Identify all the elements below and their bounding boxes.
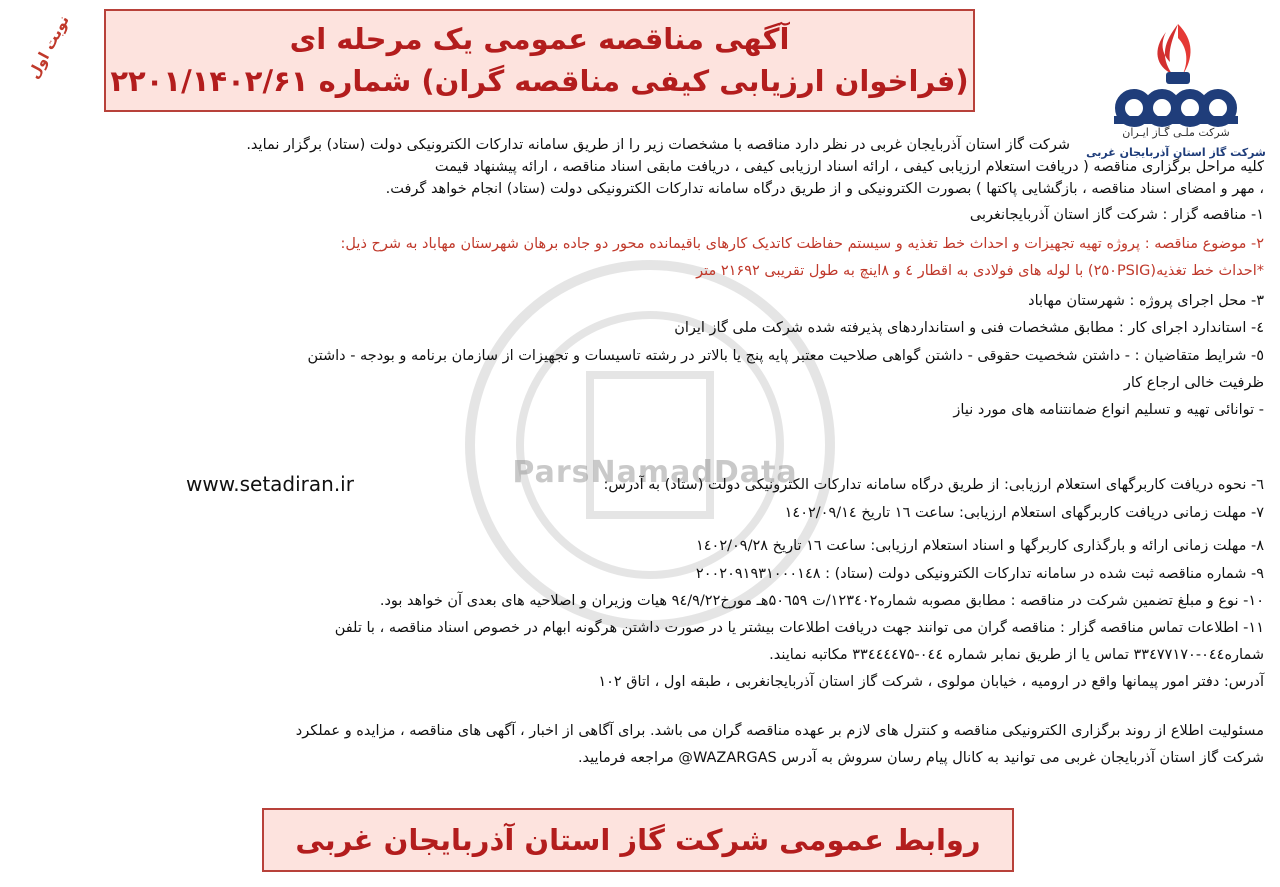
footer-box — [262, 808, 1014, 872]
logo-caption-province: شرکت گاز استان آذربایجان غربی — [1086, 146, 1266, 159]
watermark-brand: ParsNamadData — [512, 455, 798, 490]
logo-caption-company: شرکت ملـی گـاز ایـران — [1122, 126, 1230, 139]
item-11-contact-phone: شماره۰٤٤-۳۳٤۷۷۱۷۰ تماس یا از طریق نمابر شماره ۰٤٤-۳۳٤٤٤٤۷۵ مکاتبه نمایند. — [769, 647, 1264, 663]
item-5-conditions: ٥- شرایط متقاضیان : - داشتن شخصیت حقوقی - داشتن گواهی صلاحیت معتبر پایه پنج یا بالاتر در رشته تاسیسات و تجهیزات از سازمان برنامه و بودجه - داشتن — [307, 348, 1264, 364]
intro-line-2: کلیه مراحل برگزاری مناقصه ( دریافت استعلام ارزیابی کیفی ، ارائه اسناد ارزیابی کیفی ، دریافت مابقی اسناد مناقصه ، ارائه پیشنهاد قیمت — [434, 159, 1264, 175]
item-10-guarantee: ۱۰- نوع و مبلغ تضمین شرکت در مناقصه : مطابق مصوبه شماره۱۲۳٤۰۲/ت ۵۰٦۵۹هـ مورخ۹٤/۹/۲۲ هیات وزیران و اصلاحیه های بعدی آن خواهد بود. — [379, 593, 1264, 609]
item-4-standard: ٤- استاندارد اجرای کار : مطابق مشخصات فنی و استانداردهای پذیرفته شده شرکت ملی گاز ایران — [674, 320, 1264, 336]
notice-subtitle: (فراخوان ارزیابی کیفی مناقصه گران) شماره ۲۲۰۱/۱۴۰۲/۶۱ — [110, 63, 969, 98]
item-8-submit-deadline: ۸- مهلت زمانی ارائه و بارگذاری کاربرگها و اسناد استعلام ارزیابی: ساعت ۱٦ تاریخ ۱٤۰۲/۰۹/۲۸ — [695, 538, 1264, 554]
item-2-detail: *احداث خط تغذیه(۲۵۰PSIG) با لوله های فولادی به اقطار ٤ و ۸اینچ به طول تقریبی ۲۱۶۹۲ متر — [696, 263, 1264, 279]
item-3-location: ۳- محل اجرای پروژه : شهرستان مهاباد — [1028, 293, 1264, 309]
item-11-contact: ۱۱- اطلاعات تماس مناقصه گزار : مناقصه گران می توانند جهت دریافت اطلاعات بیشتر یا در صورت داشتن هرگونه ابهام در خصوص اسناد مناقصه ، با تلفن — [334, 620, 1264, 636]
round-label: نوبت اول — [24, 12, 73, 82]
notice-title: آگهی مناقصه عمومی یک مرحله ای — [289, 21, 790, 56]
item-6-receive-method: ٦- نحوه دریافت کاربرگهای استعلام ارزیابی: از طریق درگاه سامانه تدارکات الکترونیکی دولت (ستاد) به آدرس: — [603, 477, 1264, 493]
item-1-tenderer: ۱- مناقصه گزار : شرکت گاز استان آذربایجانغربی — [969, 207, 1264, 223]
intro-line-3: ، مهر و امضای اسناد مناقصه ، بازگشایی پاکتها ) بصورت الکترونیکی و از طریق درگاه سامانه تدارکات الکترونیکی دولت (ستاد) انجام خواهد گرفت. — [385, 181, 1264, 197]
title-box — [104, 9, 975, 112]
footer-public-relations: روابط عمومی شرکت گاز استان آذربایجان غربی — [295, 823, 981, 857]
setad-url-link[interactable]: www.setadiran.ir — [186, 472, 354, 496]
item-2-subject: ۲- موضوع مناقصه : پروژه تهیه تجهیزات و احداث خط تغذیه و سیستم حفاظت کاتدیک کارهای باقیمانده محور دو جاده برهان شهرستان مهاباد به شرح ذیل: — [340, 236, 1264, 252]
responsibility-line-2: شرکت گاز استان آذربایجان غربی می توانید به کانال پیام رسان سروش به آدرس WAZARGAS@ مراجعه فرمایید. — [577, 750, 1264, 766]
item-5-conditions-cont: ظرفیت خالی ارجاع کار — [1123, 375, 1264, 391]
responsibility-line-1: مسئولیت اطلاع از روند برگزاری الکترونیکی مناقصه و کنترل های لازم بر عهده مناقصه گران می باشد. برای آگاهی از اخبار ، آگهی های مناقصه ، مزایده و عملکرد — [295, 723, 1264, 739]
item-7-receive-deadline: ۷- مهلت زمانی دریافت کاربرگهای استعلام ارزیابی: ساعت ۱٦ تاریخ ۱٤۰۲/۰۹/۱٤ — [784, 505, 1264, 521]
address-line: آدرس: دفتر امور پیمانها واقع در ارومیه ، خیابان مولوی ، شرکت گاز استان آذربایجانغربی ، طبقه اول ، اتاق ۱۰۲ — [598, 674, 1264, 690]
item-9-tender-number: ۹- شماره مناقصه ثبت شده در سامانه تدارکات الکترونیکی دولت (ستاد) : ۲۰۰۲۰۹۱۹۳۱۰۰۰۱٤۸ — [695, 566, 1264, 582]
item-5-guarantee: - توانائی تهیه و تسلیم انواع ضمانتنامه های مورد نیاز — [953, 402, 1264, 418]
intro-line-1: شرکت گاز استان آذربایجان غربی در نظر دارد مناقصه با مشخصات زیر را از طریق سامانه تدارکات الکترونیکی دولت (ستاد) برگزار نماید. — [246, 137, 1070, 153]
